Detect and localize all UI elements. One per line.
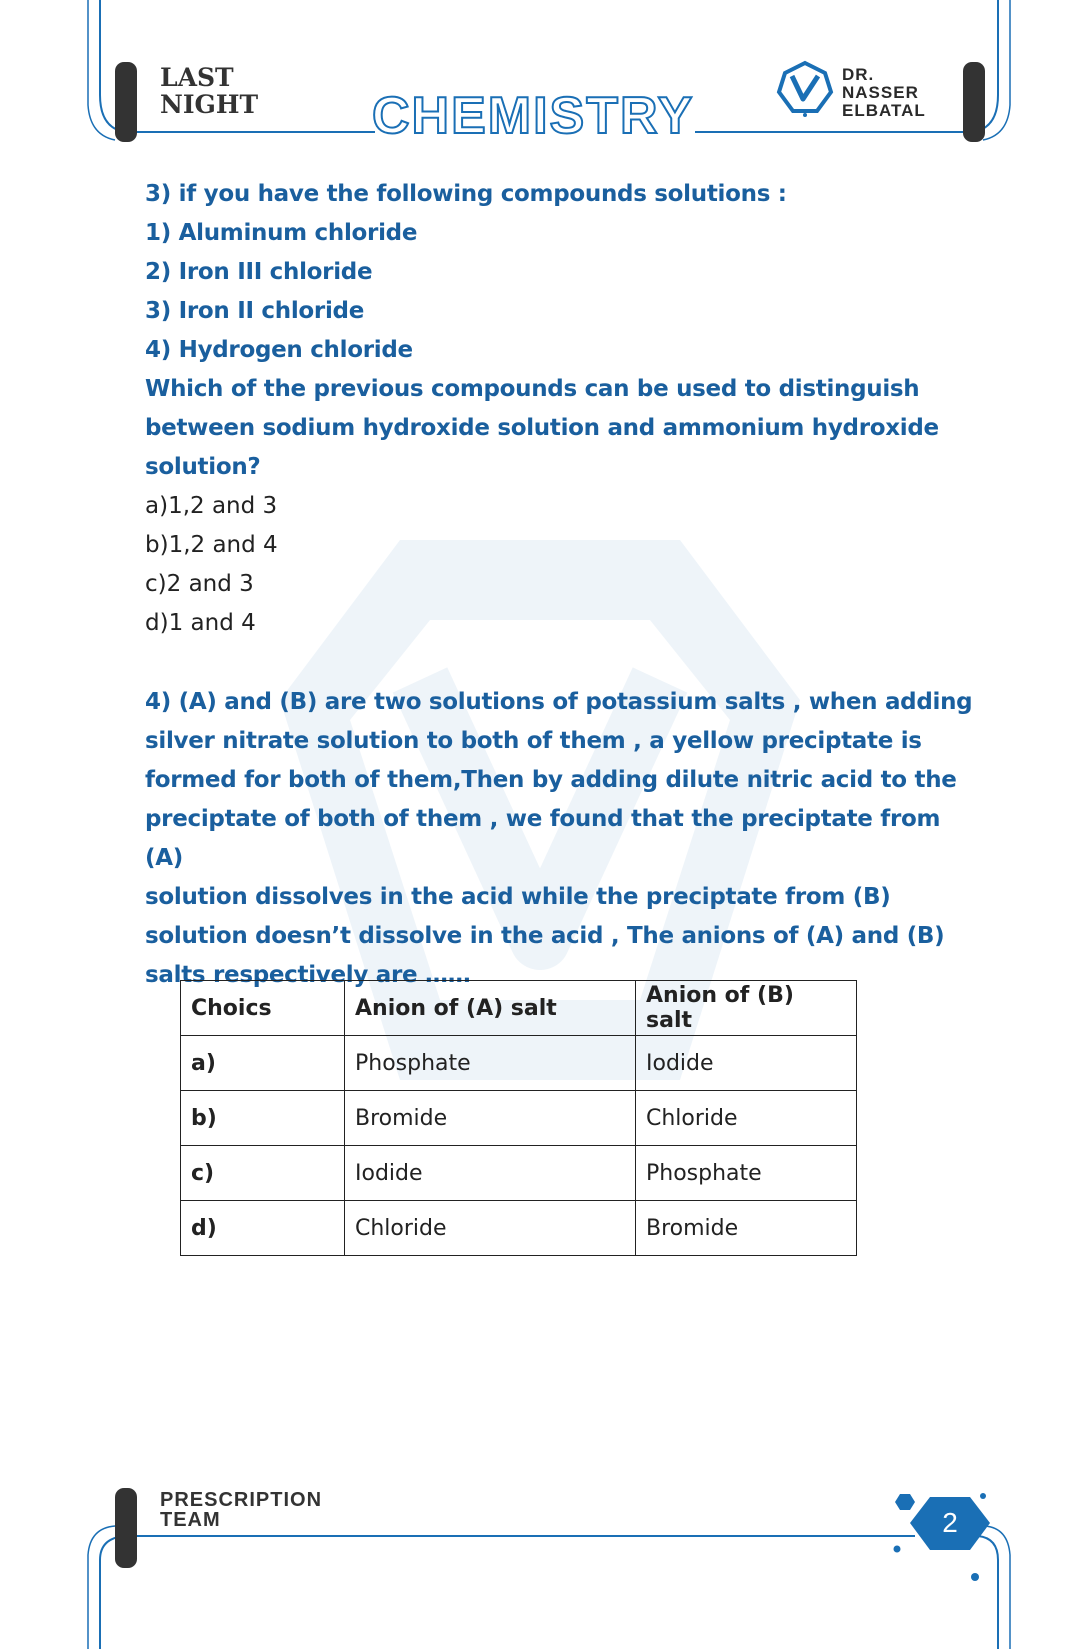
answer-option-a[interactable]: a)1,2 and 3 [145, 493, 278, 519]
question4-line: salts respectively are …… [145, 962, 471, 988]
table-cell: c) [181, 1146, 345, 1201]
table-cell: Bromide [345, 1091, 636, 1146]
author-label [842, 66, 926, 120]
author-line3: ELBATAL [842, 101, 926, 120]
table-cell: Chloride [345, 1201, 636, 1256]
table-row[interactable] [181, 1036, 857, 1091]
table-header-cell: Anion of (A) salt [345, 981, 636, 1036]
table-header-cell: Choics [181, 981, 345, 1036]
page-number: 2 [942, 1507, 958, 1538]
table-cell: b) [181, 1091, 345, 1146]
question3-prompt-line: Which of the previous compounds can be used to distinguish [145, 376, 920, 402]
answer-option-c[interactable]: c)2 and 3 [145, 571, 254, 597]
author-line2: NASSER [842, 83, 919, 102]
compound-item: 4) Hydrogen chloride [145, 337, 413, 363]
footer-team-line2: TEAM [160, 1509, 221, 1531]
table-header-cell: Anion of (B) salt [636, 981, 857, 1036]
question3-prompt-line: solution? [145, 454, 261, 480]
table-header-row [181, 981, 857, 1036]
table-cell: Iodide [636, 1036, 857, 1091]
table-row[interactable] [181, 1091, 857, 1146]
question-content [145, 175, 975, 995]
footer-team-label [160, 1490, 322, 1530]
question4-line: solution doesn’t dissolve in the acid , The anions of (A) and (B) [145, 923, 945, 949]
question4-line: preciptate of both of them , we found that the preciptate from (A) [145, 806, 941, 871]
table-cell: d) [181, 1201, 345, 1256]
question4-line: silver nitrate solution to both of them , a yellow preciptate is [145, 728, 922, 754]
table-cell: Phosphate [636, 1146, 857, 1201]
question4-line: formed for both of them,Then by adding dilute nitric acid to the [145, 767, 957, 793]
answer-option-d[interactable]: d)1 and 4 [145, 610, 256, 636]
logo-emblem-icon [779, 63, 831, 117]
brand-line2: NIGHT [160, 90, 259, 119]
header-right-tab [963, 62, 985, 142]
compound-item: 1) Aluminum chloride [145, 220, 418, 246]
table-cell: Iodide [345, 1146, 636, 1201]
header-left-tab [115, 62, 137, 142]
table-cell: Chloride [636, 1091, 857, 1146]
table-cell: Phosphate [345, 1036, 636, 1091]
question4-line: solution dissolves in the acid while the preciptate from (B) [145, 884, 891, 910]
page-title: CHEMISTRY [372, 87, 695, 145]
compound-item: 2) Iron III chloride [145, 259, 373, 285]
footer-team-line1: PRESCRIPTION [160, 1489, 323, 1511]
answer-option-b[interactable]: b)1,2 and 4 [145, 532, 278, 558]
author-line1: DR. [842, 65, 875, 84]
footer-left-tab [115, 1488, 137, 1568]
table-cell: Bromide [636, 1201, 857, 1256]
brand-label [160, 64, 258, 118]
question3-stem: 3) if you have the following compounds solutions : [145, 181, 787, 207]
brand-line1: LAST [160, 63, 234, 92]
table-row[interactable] [181, 1146, 857, 1201]
compound-item: 3) Iron II chloride [145, 298, 365, 324]
table-cell: a) [181, 1036, 345, 1091]
question4-line: 4) (A) and (B) are two solutions of potassium salts , when adding [145, 689, 973, 715]
table-row[interactable] [181, 1201, 857, 1256]
choices-table [180, 980, 857, 1256]
question3-prompt-line: between sodium hydroxide solution and ammonium hydroxide [145, 415, 939, 441]
